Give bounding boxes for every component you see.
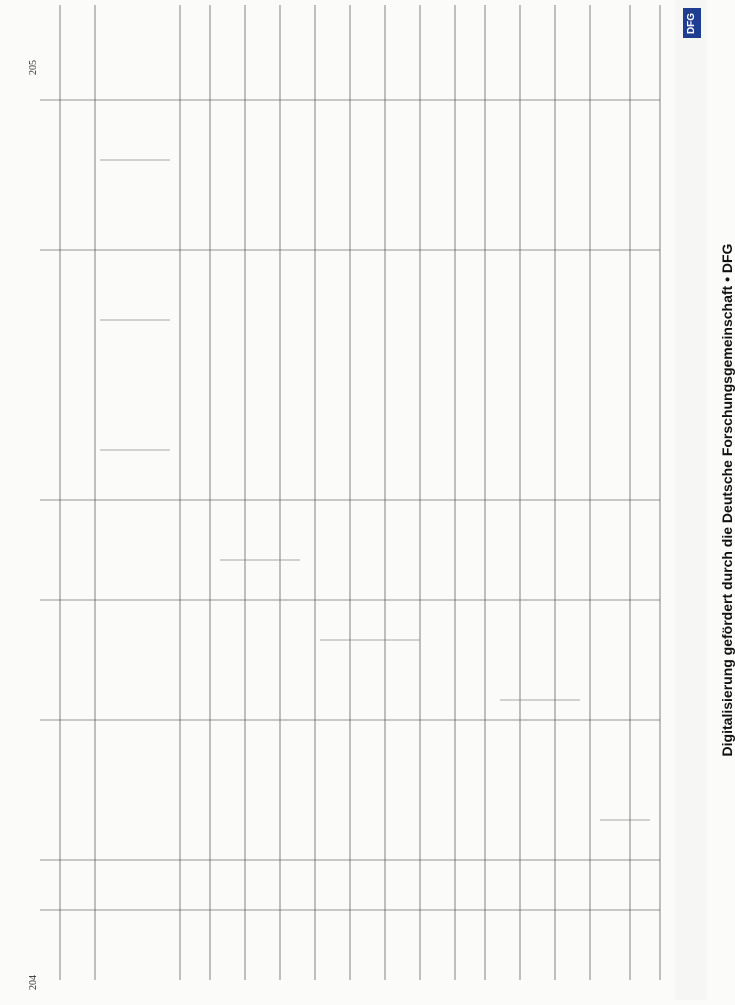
page-number-right: 205 xyxy=(28,60,39,75)
page-number-left: 204 xyxy=(28,975,39,990)
dfg-banner xyxy=(675,0,735,1000)
dfg-logo: DFG xyxy=(683,8,701,38)
dfg-banner-text: Digitalisierung gefördert durch die Deutsche Forschungsgemeinschaft • DFG xyxy=(719,243,735,757)
